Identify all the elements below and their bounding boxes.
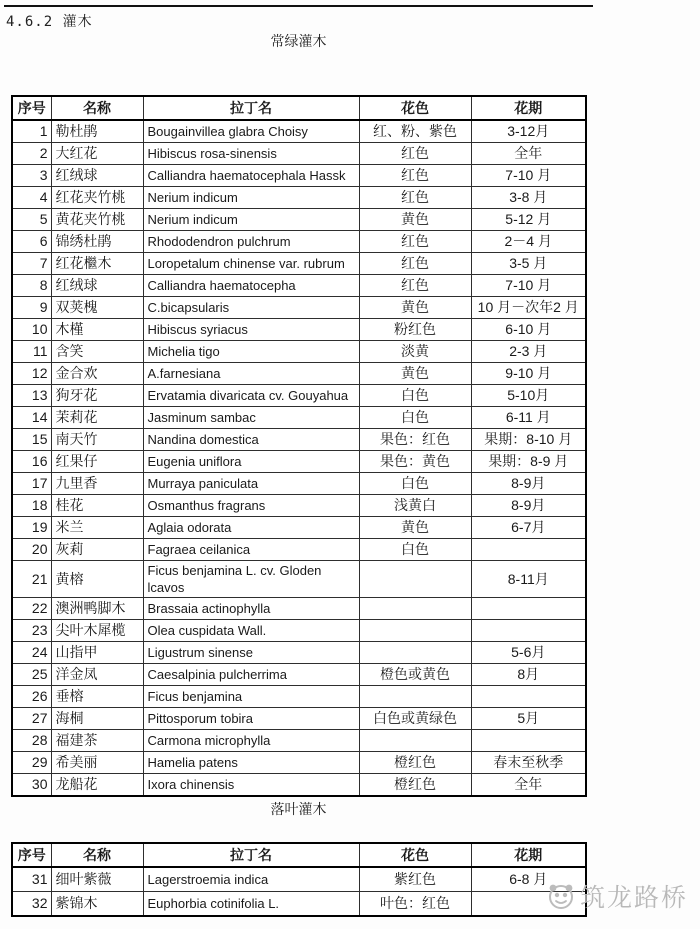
cell-latin: Calliandra haematocepha xyxy=(143,275,359,297)
cell-latin: Calliandra haematocephala Hassk xyxy=(143,165,359,187)
cell-name: 垂榕 xyxy=(51,686,143,708)
cell-num: 26 xyxy=(12,686,51,708)
cell-period: 7-10 月 xyxy=(471,165,586,187)
cell-num: 10 xyxy=(12,319,51,341)
cell-num: 15 xyxy=(12,429,51,451)
cell-color: 果色：黄色 xyxy=(359,451,471,473)
table-row xyxy=(12,892,586,917)
cell-period xyxy=(471,620,586,642)
cell-period: 6-7月 xyxy=(471,517,586,539)
section-heading: 4.6.2 灌木 xyxy=(6,14,93,30)
cell-name: 红花夹竹桃 xyxy=(51,187,143,209)
cell-period: 8-9月 xyxy=(471,495,586,517)
cell-period: 全年 xyxy=(471,143,586,165)
cell-period xyxy=(471,730,586,752)
cell-period: 9-10 月 xyxy=(471,363,586,385)
cell-num: 18 xyxy=(12,495,51,517)
cell-num: 23 xyxy=(12,620,51,642)
cell-latin: Rhododendron pulchrum xyxy=(143,231,359,253)
column-header-period: 花期 xyxy=(471,843,586,867)
cell-latin: Olea cuspidata Wall. xyxy=(143,620,359,642)
cell-latin: Euphorbia cotinifolia L. xyxy=(143,892,359,917)
top-horizontal-rule xyxy=(4,5,593,7)
table-row xyxy=(12,451,586,473)
cell-num: 24 xyxy=(12,642,51,664)
table-row xyxy=(12,429,586,451)
cell-color xyxy=(359,598,471,620)
cell-period: 3-5 月 xyxy=(471,253,586,275)
watermark-text: 筑龙路桥 xyxy=(580,884,689,912)
cell-latin: Bougainvillea glabra Choisy xyxy=(143,120,359,143)
column-header-num: 序号 xyxy=(12,843,51,867)
cell-color: 白色 xyxy=(359,473,471,495)
table-title-evergreen: 常绿灌木 xyxy=(270,33,327,49)
cell-latin: Caesalpinia pulcherrima xyxy=(143,664,359,686)
cell-latin: Nandina domestica xyxy=(143,429,359,451)
cell-color: 红、粉、紫色 xyxy=(359,120,471,143)
cell-latin: Eugenia uniflora xyxy=(143,451,359,473)
table-row xyxy=(12,385,586,407)
table-row xyxy=(12,341,586,363)
cell-num: 27 xyxy=(12,708,51,730)
cell-period: 8月 xyxy=(471,664,586,686)
cell-name: 茉莉花 xyxy=(51,407,143,429)
cell-color xyxy=(359,686,471,708)
cell-color: 橙红色 xyxy=(359,752,471,774)
cell-num: 7 xyxy=(12,253,51,275)
column-header-period: 花期 xyxy=(471,96,586,120)
cell-num: 13 xyxy=(12,385,51,407)
cell-color: 红色 xyxy=(359,143,471,165)
table-row xyxy=(12,539,586,561)
cell-period: 春末至秋季 xyxy=(471,752,586,774)
cell-name: 红绒球 xyxy=(51,165,143,187)
cell-latin: C.bicapsularis xyxy=(143,297,359,319)
cell-period: 3-8 月 xyxy=(471,187,586,209)
table-row xyxy=(12,642,586,664)
deciduous-shrubs-table xyxy=(11,842,587,917)
cell-color: 红色 xyxy=(359,231,471,253)
cell-num: 32 xyxy=(12,892,51,917)
cell-color: 黄色 xyxy=(359,517,471,539)
cell-latin: Michelia tigo xyxy=(143,341,359,363)
cell-num: 22 xyxy=(12,598,51,620)
table-row xyxy=(12,620,586,642)
cell-name: 黄榕 xyxy=(51,561,143,598)
cell-num: 16 xyxy=(12,451,51,473)
evergreen-shrubs-table xyxy=(11,95,587,797)
cell-color: 白色或黄绿色 xyxy=(359,708,471,730)
table-row xyxy=(12,752,586,774)
cell-color: 粉红色 xyxy=(359,319,471,341)
cell-num: 12 xyxy=(12,363,51,385)
table-row xyxy=(12,495,586,517)
cell-name: 希美丽 xyxy=(51,752,143,774)
cell-name: 双荚槐 xyxy=(51,297,143,319)
header-row xyxy=(12,96,586,120)
cell-period: 6-11 月 xyxy=(471,407,586,429)
cell-period: 果期：8-10 月 xyxy=(471,429,586,451)
cell-color: 红色 xyxy=(359,165,471,187)
cell-name: 细叶紫薇 xyxy=(51,867,143,892)
cell-num: 25 xyxy=(12,664,51,686)
cell-period: 果期：8-9 月 xyxy=(471,451,586,473)
column-header-latin: 拉丁名 xyxy=(143,843,359,867)
cell-name: 尖叶木犀榄 xyxy=(51,620,143,642)
cell-name: 澳洲鸭脚木 xyxy=(51,598,143,620)
table-row xyxy=(12,708,586,730)
cell-name: 桂花 xyxy=(51,495,143,517)
cell-color: 白色 xyxy=(359,539,471,561)
column-header-num: 序号 xyxy=(12,96,51,120)
cell-latin: Ervatamia divaricata cv. Gouyahua xyxy=(143,385,359,407)
cell-name: 锦绣杜鹃 xyxy=(51,231,143,253)
table-row xyxy=(12,664,586,686)
cell-period: 10 月－次年2 月 xyxy=(471,297,586,319)
cell-name: 海桐 xyxy=(51,708,143,730)
cell-color: 白色 xyxy=(359,385,471,407)
cell-latin: Lagerstroemia indica xyxy=(143,867,359,892)
cell-name: 山指甲 xyxy=(51,642,143,664)
table-row xyxy=(12,686,586,708)
table-row xyxy=(12,774,586,797)
cell-num: 17 xyxy=(12,473,51,495)
cell-latin: Ixora chinensis xyxy=(143,774,359,797)
cell-name: 红绒球 xyxy=(51,275,143,297)
cell-name: 南天竹 xyxy=(51,429,143,451)
column-header-color: 花色 xyxy=(359,96,471,120)
cell-latin: Jasminum sambac xyxy=(143,407,359,429)
cell-num: 8 xyxy=(12,275,51,297)
cell-latin: Hibiscus rosa-sinensis xyxy=(143,143,359,165)
cell-color: 紫红色 xyxy=(359,867,471,892)
cell-name: 大红花 xyxy=(51,143,143,165)
cell-period: 6-10 月 xyxy=(471,319,586,341)
cell-latin: Hibiscus syriacus xyxy=(143,319,359,341)
cell-latin: Nerium indicum xyxy=(143,187,359,209)
cell-name: 狗牙花 xyxy=(51,385,143,407)
cell-latin: Brassaia actinophylla xyxy=(143,598,359,620)
cell-num: 29 xyxy=(12,752,51,774)
table-row xyxy=(12,867,586,892)
cell-name: 米兰 xyxy=(51,517,143,539)
cell-color: 黄色 xyxy=(359,297,471,319)
column-header-name: 名称 xyxy=(51,96,143,120)
cell-num: 4 xyxy=(12,187,51,209)
cell-latin: Hamelia patens xyxy=(143,752,359,774)
cell-num: 21 xyxy=(12,561,51,598)
cell-latin: Aglaia odorata xyxy=(143,517,359,539)
cell-color xyxy=(359,642,471,664)
cell-name: 灰莉 xyxy=(51,539,143,561)
cell-period xyxy=(471,539,586,561)
table-row xyxy=(12,253,586,275)
table-row xyxy=(12,120,586,143)
cell-color: 叶色：红色 xyxy=(359,892,471,917)
cell-num: 9 xyxy=(12,297,51,319)
cell-period: 2-3 月 xyxy=(471,341,586,363)
cell-name: 龙船花 xyxy=(51,774,143,797)
cell-period: 7-10 月 xyxy=(471,275,586,297)
cell-period: 5-12 月 xyxy=(471,209,586,231)
cell-num: 6 xyxy=(12,231,51,253)
cell-color: 红色 xyxy=(359,253,471,275)
cell-color xyxy=(359,561,471,598)
table-title-deciduous: 落叶灌木 xyxy=(270,801,327,817)
cell-name: 洋金凤 xyxy=(51,664,143,686)
cell-period xyxy=(471,892,586,917)
table-row xyxy=(12,517,586,539)
cell-period: 5-6月 xyxy=(471,642,586,664)
cell-color: 橙红色 xyxy=(359,774,471,797)
cell-num: 1 xyxy=(12,120,51,143)
cell-color: 果色：红色 xyxy=(359,429,471,451)
table-row xyxy=(12,473,586,495)
cell-name: 勒杜鹃 xyxy=(51,120,143,143)
table-row xyxy=(12,231,586,253)
cell-color: 红色 xyxy=(359,275,471,297)
cell-latin: Osmanthus fragrans xyxy=(143,495,359,517)
cell-period: 3-12月 xyxy=(471,120,586,143)
cell-color: 浅黄白 xyxy=(359,495,471,517)
cell-latin: Loropetalum chinense var. rubrum xyxy=(143,253,359,275)
cell-period: 2－4 月 xyxy=(471,231,586,253)
cell-name: 红果仔 xyxy=(51,451,143,473)
column-header-color: 花色 xyxy=(359,843,471,867)
cell-color: 橙色或黄色 xyxy=(359,664,471,686)
cell-period: 5-10月 xyxy=(471,385,586,407)
table-row xyxy=(12,363,586,385)
header-row xyxy=(12,843,586,867)
table-row xyxy=(12,209,586,231)
cell-name: 紫锦木 xyxy=(51,892,143,917)
table-row xyxy=(12,598,586,620)
cell-latin: Ficus benjamina xyxy=(143,686,359,708)
cell-num: 14 xyxy=(12,407,51,429)
cell-latin: Ficus benjamina L. cv. Gloden lcavos xyxy=(143,561,359,598)
table-row xyxy=(12,275,586,297)
cell-name: 红花檵木 xyxy=(51,253,143,275)
table-row xyxy=(12,297,586,319)
table-row xyxy=(12,561,586,598)
cell-latin: Murraya paniculata xyxy=(143,473,359,495)
cell-period: 全年 xyxy=(471,774,586,797)
cell-num: 30 xyxy=(12,774,51,797)
cell-num: 3 xyxy=(12,165,51,187)
cell-latin: Ligustrum sinense xyxy=(143,642,359,664)
cell-color: 黄色 xyxy=(359,209,471,231)
cell-name: 木槿 xyxy=(51,319,143,341)
table-row xyxy=(12,319,586,341)
cell-latin: Carmona microphylla xyxy=(143,730,359,752)
cell-color: 淡黄 xyxy=(359,341,471,363)
cell-num: 11 xyxy=(12,341,51,363)
cell-color xyxy=(359,620,471,642)
cell-period: 5月 xyxy=(471,708,586,730)
cell-name: 黄花夹竹桃 xyxy=(51,209,143,231)
cell-period: 8-9月 xyxy=(471,473,586,495)
cell-name: 福建茶 xyxy=(51,730,143,752)
table-row xyxy=(12,187,586,209)
cell-num: 31 xyxy=(12,867,51,892)
table-row xyxy=(12,165,586,187)
cell-latin: Pittosporum tobira xyxy=(143,708,359,730)
cell-num: 19 xyxy=(12,517,51,539)
cell-period: 6-8 月 xyxy=(471,867,586,892)
table-row xyxy=(12,143,586,165)
cell-color: 白色 xyxy=(359,407,471,429)
cell-latin: Fagraea ceilanica xyxy=(143,539,359,561)
cell-num: 20 xyxy=(12,539,51,561)
cell-latin: A.farnesiana xyxy=(143,363,359,385)
column-header-name: 名称 xyxy=(51,843,143,867)
cell-color xyxy=(359,730,471,752)
cell-period xyxy=(471,598,586,620)
cell-num: 2 xyxy=(12,143,51,165)
cell-name: 金合欢 xyxy=(51,363,143,385)
cell-name: 九里香 xyxy=(51,473,143,495)
cell-latin: Nerium indicum xyxy=(143,209,359,231)
column-header-latin: 拉丁名 xyxy=(143,96,359,120)
table-row xyxy=(12,730,586,752)
cell-color: 红色 xyxy=(359,187,471,209)
cell-num: 28 xyxy=(12,730,51,752)
table-row xyxy=(12,407,586,429)
cell-num: 5 xyxy=(12,209,51,231)
cell-period xyxy=(471,686,586,708)
cell-period: 8-11月 xyxy=(471,561,586,598)
cell-color: 黄色 xyxy=(359,363,471,385)
cell-name: 含笑 xyxy=(51,341,143,363)
